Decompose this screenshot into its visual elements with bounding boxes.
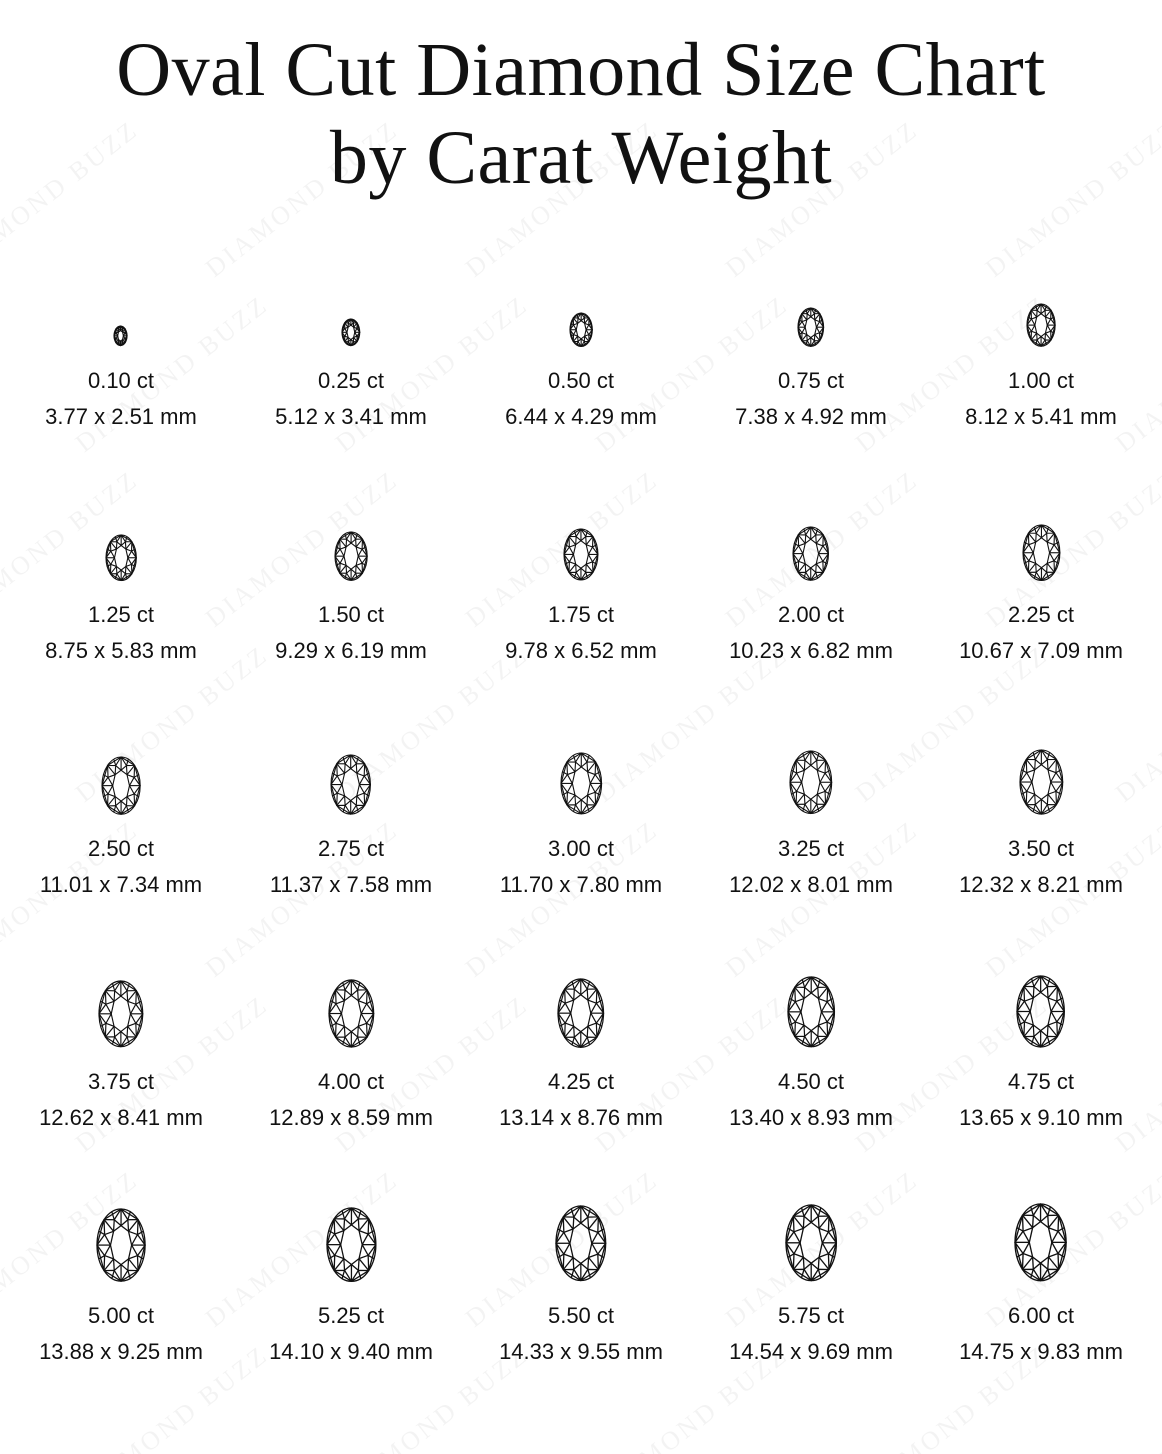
size-cell xyxy=(236,1206,466,1367)
oval-diamond-icon xyxy=(554,1204,608,1283)
oval-diamond-icon xyxy=(104,533,138,583)
size-cell xyxy=(236,978,466,1133)
size-cell xyxy=(466,1204,696,1367)
carat-label: 1.25 ct xyxy=(87,602,155,627)
gem-facet-line xyxy=(104,1219,114,1231)
carat-label: 1.50 ct xyxy=(317,601,385,627)
oval-diamond-icon xyxy=(1013,1202,1068,1283)
carat-label: 6.00 ct xyxy=(1007,1302,1075,1328)
gem-facet-line xyxy=(334,1218,344,1230)
gem-facet-line xyxy=(358,990,367,1001)
gem-facet-line xyxy=(128,1259,138,1271)
gem-facet-line xyxy=(802,334,807,340)
oval-diamond-icon xyxy=(556,977,606,1049)
gem-facet-line xyxy=(128,1219,138,1231)
gem-facet-line xyxy=(817,535,824,544)
carat-label: 0.10 ct xyxy=(87,367,155,393)
dimensions-label: 13.65 x 9.10 mm xyxy=(959,1104,1123,1130)
gem-facet-line xyxy=(337,764,345,774)
gem-facet-line xyxy=(110,541,116,548)
gem-facet-line xyxy=(1045,333,1051,340)
size-cell xyxy=(466,751,696,900)
gem-facet-line xyxy=(796,795,804,805)
carat-label: 4.25 ct xyxy=(547,1068,615,1094)
carat-label: 3.50 ct xyxy=(1007,835,1075,861)
size-cell xyxy=(926,974,1156,1133)
carat-label: 5.50 ct xyxy=(547,1302,615,1328)
gem-facet-line xyxy=(128,1027,137,1038)
gem-facet-line xyxy=(588,989,597,1000)
gem-facet-line xyxy=(1048,986,1057,998)
dimensions-label: 14.10 x 9.40 mm xyxy=(269,1338,433,1364)
gem-facet-line xyxy=(104,1259,114,1271)
gem-facet-line xyxy=(589,1217,599,1229)
carat-label: 2.00 ct xyxy=(777,601,845,627)
gem-facet-line xyxy=(819,1216,829,1228)
size-cell xyxy=(6,979,236,1133)
gem-facet-line xyxy=(108,796,116,805)
dimensions-label: 9.29 x 6.19 mm xyxy=(275,637,427,663)
carat-label: 0.50 ct xyxy=(547,367,615,393)
carat-label: 5.00 ct xyxy=(87,1302,155,1328)
carat-label: 2.25 ct xyxy=(1007,601,1075,627)
gem-facet-line xyxy=(115,332,117,333)
dimensions-label: 8.75 x 5.83 mm xyxy=(45,638,197,663)
dimensions-label: 10.67 x 7.09 mm xyxy=(959,637,1123,663)
gem-facet-line xyxy=(356,565,362,573)
oval-diamond-icon xyxy=(791,525,830,582)
carat-label: 3.75 ct xyxy=(87,1068,155,1094)
oval-diamond-icon xyxy=(1015,974,1066,1049)
oval-diamond-icon xyxy=(796,306,826,348)
gem-facet-line xyxy=(795,1025,804,1036)
dimensions-label: 14.75 x 9.83 mm xyxy=(959,1338,1123,1364)
gem-facet-line xyxy=(1047,533,1054,542)
gem-facet-line xyxy=(1048,759,1056,769)
oval-diamond-icon xyxy=(559,751,604,816)
gem-facet-line xyxy=(340,565,346,573)
gem-facet-line xyxy=(115,339,117,340)
gem-facet-line xyxy=(1024,986,1033,998)
dimensions-label: 9.78 x 6.52 mm xyxy=(505,637,657,663)
gem-facet-line xyxy=(1026,794,1034,804)
gem-facet-line xyxy=(796,761,804,771)
size-cell xyxy=(696,975,926,1133)
size-cell xyxy=(466,977,696,1133)
gem-facet-line xyxy=(1028,563,1035,572)
dimensions-label: 8.12 x 5.41 mm xyxy=(965,403,1117,429)
gem-facet-line xyxy=(1023,1216,1033,1228)
oval-diamond-icon xyxy=(340,317,362,348)
gem-facet-line xyxy=(569,564,576,572)
size-cell xyxy=(926,748,1156,900)
gem-facet-line xyxy=(818,1025,827,1036)
title-line-1: Oval Cut Diamond Size Chart xyxy=(116,28,1046,112)
gem-facet-line xyxy=(815,334,820,340)
gem-facet-line xyxy=(359,1218,369,1230)
gem-facet-line xyxy=(798,564,805,573)
size-cell xyxy=(696,525,926,666)
oval-diamond-icon xyxy=(325,1206,378,1283)
gem-facet-line xyxy=(1023,1257,1033,1269)
carat-label: 0.25 ct xyxy=(317,367,385,393)
gem-facet-line xyxy=(126,566,132,573)
carat-label: 3.00 ct xyxy=(547,835,615,861)
gem-facet-line xyxy=(1031,310,1037,317)
gem-facet-line xyxy=(358,1026,367,1037)
gem-facet-line xyxy=(817,761,825,771)
gem-facet-line xyxy=(817,795,825,805)
oval-diamond-icon xyxy=(788,749,834,816)
gem-facet-line xyxy=(818,988,827,999)
gem-facet-line xyxy=(357,764,365,774)
oval-diamond-icon xyxy=(100,755,142,816)
dimensions-label: 14.33 x 9.55 mm xyxy=(499,1338,663,1364)
gem-facet-line xyxy=(118,343,119,345)
gem-facet-line xyxy=(565,989,574,1000)
gem-facet-line xyxy=(1024,1025,1033,1037)
gem-facet-line xyxy=(563,1217,573,1229)
gem-facet-line xyxy=(1047,563,1054,572)
carat-label: 2.75 ct xyxy=(317,835,385,861)
gem-facet-line xyxy=(795,988,804,999)
size-cell xyxy=(6,755,236,900)
oval-diamond-icon xyxy=(327,978,376,1049)
gem-facet-line xyxy=(335,1026,344,1037)
oval-diamond-icon xyxy=(562,527,600,582)
size-cell xyxy=(466,311,696,432)
gem-facet-line xyxy=(356,539,362,547)
gem-facet-line xyxy=(126,541,132,548)
gem-facet-line xyxy=(586,537,593,545)
gem-facet-line xyxy=(567,795,575,805)
carat-label: 4.75 ct xyxy=(1007,1068,1075,1094)
gem-facet-line xyxy=(589,1258,599,1270)
size-cell xyxy=(696,1203,926,1367)
oval-diamond-icon xyxy=(329,753,372,816)
title-line-2: by Carat Weight xyxy=(329,116,833,200)
carat-label: 4.00 ct xyxy=(317,1068,385,1094)
carat-label: 3.25 ct xyxy=(777,835,845,861)
oval-diamond-icon xyxy=(97,979,145,1049)
size-cell xyxy=(236,753,466,900)
dimensions-label: 13.88 x 9.25 mm xyxy=(39,1338,203,1364)
dimensions-label: 3.77 x 2.51 mm xyxy=(45,403,197,429)
oval-diamond-icon xyxy=(568,311,594,348)
gem-facet-line xyxy=(334,1258,344,1270)
size-cell xyxy=(236,530,466,666)
dimensions-label: 5.12 x 3.41 mm xyxy=(275,403,427,429)
gem-facet-line xyxy=(125,339,127,340)
oval-diamond-icon xyxy=(1018,748,1065,816)
gem-facet-line xyxy=(359,1258,369,1270)
gem-facet-line xyxy=(1028,533,1035,542)
gem-facet-line xyxy=(1049,1216,1059,1228)
gem-facet-line xyxy=(817,564,824,573)
dimensions-label: 7.38 x 4.92 mm xyxy=(735,403,887,429)
carat-label: 5.25 ct xyxy=(317,1302,385,1328)
gem-facet-line xyxy=(1031,333,1037,340)
dimensions-label: 13.14 x 8.76 mm xyxy=(499,1104,663,1130)
gem-facet-line xyxy=(127,765,135,774)
gem-facet-line xyxy=(1026,759,1034,769)
gem-facet-line xyxy=(819,1258,829,1270)
gem-facet-line xyxy=(565,1026,574,1037)
gem-facet-line xyxy=(793,1216,803,1228)
dimensions-label: 12.02 x 8.01 mm xyxy=(729,871,893,897)
oval-diamond-icon xyxy=(786,975,836,1049)
gem-facet-line xyxy=(815,313,820,319)
gem-facet-line xyxy=(1048,794,1056,804)
dimensions-label: 10.23 x 6.82 mm xyxy=(729,637,893,663)
oval-diamond-icon xyxy=(95,1207,147,1283)
dimensions-label: 6.44 x 4.29 mm xyxy=(505,403,657,429)
carat-label: 1.75 ct xyxy=(547,601,615,627)
size-cell xyxy=(926,523,1156,666)
carat-label: 2.50 ct xyxy=(87,835,155,861)
gem-facet-line xyxy=(587,762,595,772)
oval-diamond-icon xyxy=(784,1203,838,1283)
carat-label: 4.50 ct xyxy=(777,1068,845,1094)
gem-facet-line xyxy=(340,539,346,547)
gem-facet-line xyxy=(337,796,345,806)
dimensions-label: 14.54 x 9.69 mm xyxy=(729,1338,893,1364)
oval-diamond-icon xyxy=(1021,523,1062,582)
gem-facet-line xyxy=(123,343,124,345)
gem-facet-line xyxy=(1049,1257,1059,1269)
dimensions-label: 12.89 x 8.59 mm xyxy=(269,1104,433,1130)
gem-facet-line xyxy=(588,1026,597,1037)
size-cell xyxy=(6,1207,236,1367)
dimensions-label: 12.62 x 8.41 mm xyxy=(39,1104,203,1130)
carat-label: 1.00 ct xyxy=(1007,367,1075,393)
dimensions-label: 11.01 x 7.34 mm xyxy=(39,871,203,897)
size-cell xyxy=(926,1202,1156,1367)
size-cell xyxy=(696,749,926,900)
gem-facet-line xyxy=(802,313,807,319)
carat-label: 5.75 ct xyxy=(777,1302,845,1328)
gem-facet-line xyxy=(587,795,595,805)
dimensions-label: 13.40 x 8.93 mm xyxy=(729,1104,893,1130)
gem-facet-line xyxy=(108,765,116,774)
gem-facet-line xyxy=(586,564,593,572)
gem-facet-line xyxy=(118,327,119,329)
size-cell xyxy=(6,533,236,667)
gem-facet-line xyxy=(106,991,115,1002)
gem-facet-line xyxy=(1045,310,1051,317)
gem-facet-line xyxy=(798,535,805,544)
dimensions-label: 11.70 x 7.80 mm xyxy=(499,871,663,897)
size-cell xyxy=(466,527,696,666)
oval-diamond-icon xyxy=(1025,302,1057,348)
gem-facet-line xyxy=(567,762,575,772)
size-cell xyxy=(696,306,926,432)
dimensions-label: 11.37 x 7.58 mm xyxy=(269,871,433,897)
gem-facet-line xyxy=(1048,1025,1057,1037)
carat-label: 0.75 ct xyxy=(777,367,845,393)
gem-facet-line xyxy=(793,1258,803,1270)
gem-facet-line xyxy=(125,332,127,333)
gem-facet-line xyxy=(563,1258,573,1270)
size-cell xyxy=(926,302,1156,432)
oval-diamond-icon xyxy=(333,530,369,582)
gem-facet-line xyxy=(569,537,576,545)
oval-diamond-icon xyxy=(112,324,129,348)
size-cell xyxy=(236,317,466,432)
gem-facet-line xyxy=(123,327,124,329)
dimensions-label: 12.32 x 8.21 mm xyxy=(959,871,1123,897)
size-cell xyxy=(6,324,236,432)
gem-facet-line xyxy=(128,991,137,1002)
gem-facet-line xyxy=(110,566,116,573)
gem-facet-line xyxy=(127,796,135,805)
gem-facet-line xyxy=(106,1027,115,1038)
gem-facet-line xyxy=(357,796,365,806)
gem-facet-line xyxy=(335,990,344,1001)
